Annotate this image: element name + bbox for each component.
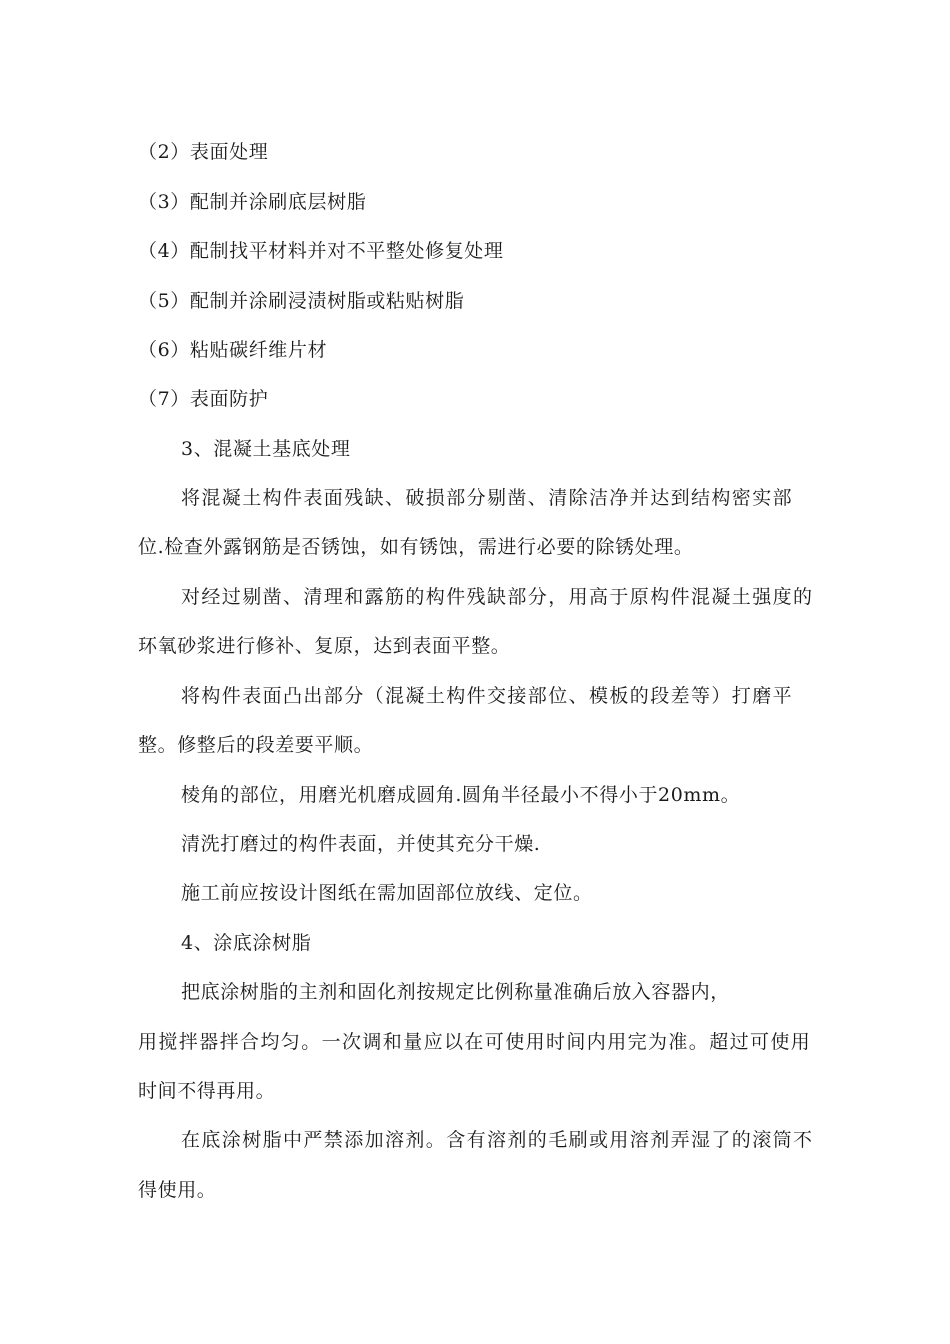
step-item: （4）配制找平材料并对不平整处修复处理 xyxy=(138,240,504,262)
paragraph-line: 将混凝土构件表面残缺、破损部分剔凿、清除洁净并达到结构密实部 xyxy=(181,487,794,509)
paragraph-line: 得使用。 xyxy=(138,1179,217,1201)
paragraph-line: 清洗打磨过的构件表面，并使其充分干燥. xyxy=(181,833,541,855)
paragraph-line: 把底涂树脂的主剂和固化剂按规定比例称量准确后放入容器内， xyxy=(181,981,730,1003)
paragraph-line: 整。修整后的段差要平顺。 xyxy=(138,734,374,756)
paragraph-line: 将构件表面凸出部分（混凝土构件交接部位、模板的段差等）打磨平 xyxy=(181,685,794,707)
step-item: （6）粘贴碳纤维片材 xyxy=(138,339,328,361)
section-heading: 4、涂底涂树脂 xyxy=(181,932,312,954)
paragraph-line: 对经过剔凿、清理和露筋的构件残缺部分，用高于原构件混凝土强度的 xyxy=(181,586,814,608)
paragraph-line: 时间不得再用。 xyxy=(138,1080,276,1102)
paragraph-line: 用搅拌器拌合均匀。一次调和量应以在可使用时间内用完为准。超过可使用 xyxy=(138,1031,812,1053)
paragraph-line: 环氧砂浆进行修补、复原，达到表面平整。 xyxy=(138,635,511,657)
paragraph-line: 施工前应按设计图纸在需加固部位放线、定位。 xyxy=(181,882,593,904)
paragraph-line: 在底涂树脂中严禁添加溶剂。含有溶剂的毛刷或用溶剂弄湿了的滚筒不 xyxy=(181,1129,814,1151)
paragraph-line: 棱角的部位，用磨光机磨成圆角.圆角半径最小不得小于20mm。 xyxy=(181,784,741,806)
step-item: （7）表面防护 xyxy=(138,388,269,410)
section-heading: 3、混凝土基底处理 xyxy=(181,438,351,460)
step-item: （5）配制并涂刷浸渍树脂或粘贴树脂 xyxy=(138,290,465,312)
paragraph-line: 位.检查外露钢筋是否锈蚀，如有锈蚀，需进行必要的除锈处理。 xyxy=(138,536,694,558)
step-item: （3）配制并涂刷底层树脂 xyxy=(138,191,367,213)
step-item: （2）表面处理 xyxy=(138,141,269,163)
